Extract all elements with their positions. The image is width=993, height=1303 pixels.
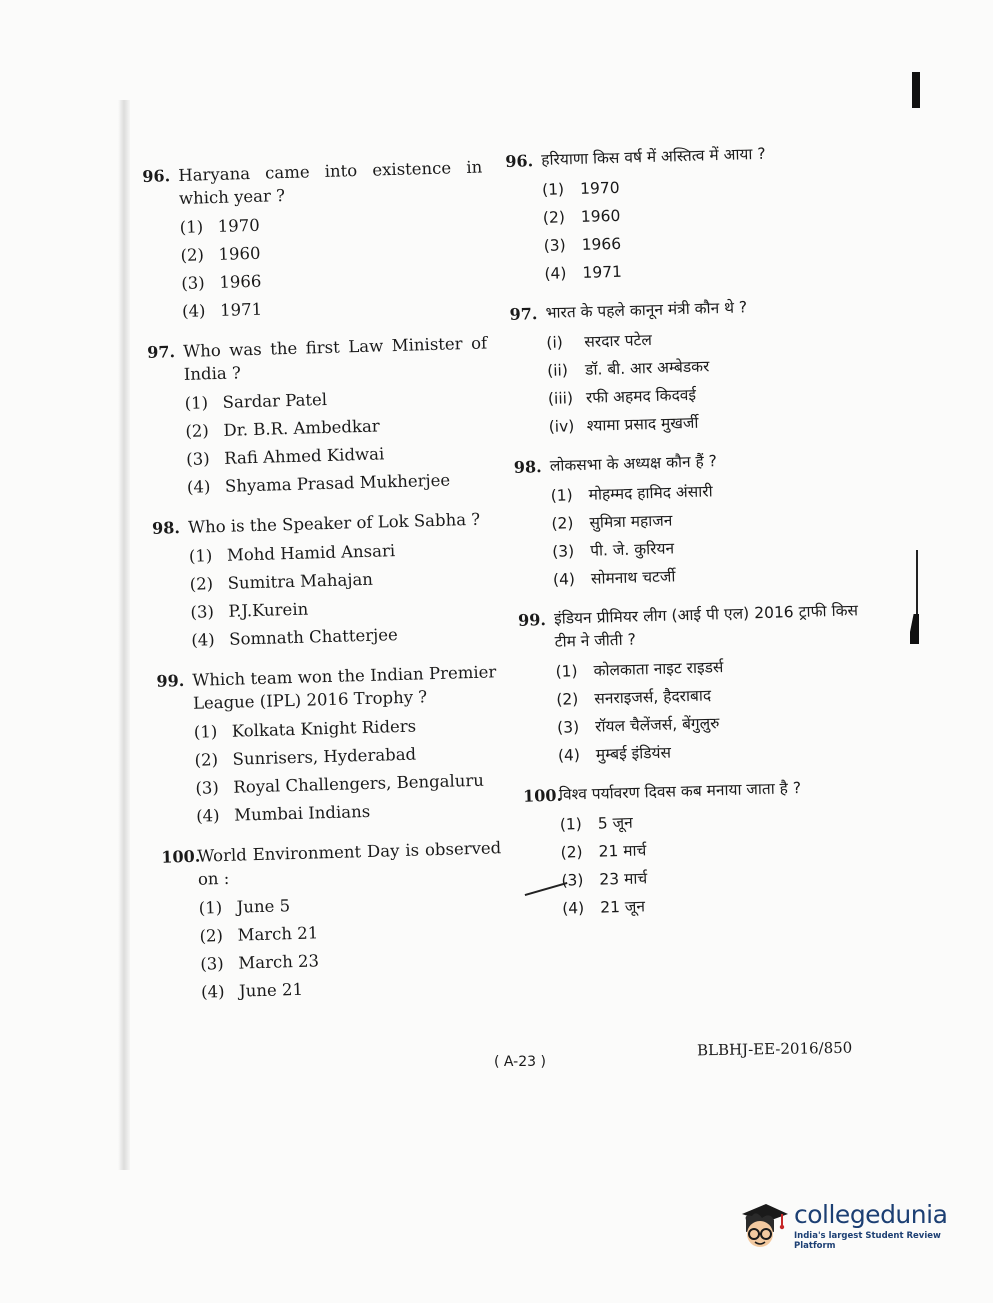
question-header xyxy=(523,775,864,807)
option-item xyxy=(194,740,499,772)
option-text: सोमनाथ चटर्जी xyxy=(590,567,676,588)
question-text: हरियाणा किस वर्ष में अस्तित्व में आया ? xyxy=(541,144,766,169)
paper-code: BLBHJ-EE-2016/850 xyxy=(696,1038,853,1060)
scan-shadow xyxy=(118,100,130,1170)
question-number: 99. xyxy=(156,671,185,691)
option-text: 21 मार्च xyxy=(598,841,647,861)
option-number: (4) xyxy=(552,570,576,589)
question-hindi xyxy=(505,141,849,287)
option-item xyxy=(201,972,506,1004)
option-number: (4) xyxy=(200,982,225,1002)
option-item xyxy=(553,559,858,591)
option-text: Sardar Patel xyxy=(222,389,328,412)
option-number: (1) xyxy=(198,898,223,918)
option-number: (3) xyxy=(561,871,584,890)
options-list xyxy=(555,651,862,767)
option-text: Shyama Prasad Mukherjee xyxy=(224,470,451,496)
option-number: (iii) xyxy=(547,389,574,408)
question-header xyxy=(161,836,502,891)
option-number: (1) xyxy=(184,393,209,413)
question-hindi xyxy=(509,293,853,439)
option-item xyxy=(195,768,500,800)
option-number: (2) xyxy=(185,421,210,441)
option-text: रॉयल चैलेंजर्स, बेंगुलुरु xyxy=(594,714,720,736)
option-text: 5 जून xyxy=(597,813,633,833)
option-text: Sunrisers, Hyderabad xyxy=(232,744,417,769)
option-item xyxy=(179,207,484,239)
option-item xyxy=(558,735,863,767)
option-item xyxy=(184,383,489,415)
question-number: 100. xyxy=(161,846,201,867)
option-item xyxy=(556,679,861,711)
option-item xyxy=(186,439,491,471)
option-item xyxy=(189,564,494,596)
option-number: (3) xyxy=(195,778,220,798)
option-text: Mumbai Indians xyxy=(233,801,371,825)
question-text: विश्व पर्यावरण दिवस कब मनाया जाता है ? xyxy=(558,778,802,804)
question-number: 96. xyxy=(505,151,534,171)
option-text: 1971 xyxy=(219,299,263,320)
option-number: (2) xyxy=(542,208,566,227)
option-text: P.J.Kurein xyxy=(228,599,309,621)
option-number: (3) xyxy=(556,718,580,737)
option-text: मोहम्मद हामिद अंसारी xyxy=(588,482,713,504)
option-number: (1) xyxy=(188,546,213,566)
option-item xyxy=(182,291,487,323)
question-english xyxy=(147,331,491,500)
question-header xyxy=(147,331,488,386)
option-item xyxy=(185,411,490,443)
option-text: June 21 xyxy=(238,979,304,1001)
option-item xyxy=(561,860,866,892)
option-number: (1) xyxy=(193,722,218,742)
option-item xyxy=(544,253,849,285)
logo-tagline: India's largest Student Review Platform xyxy=(794,1231,941,1251)
option-text: मुम्बई इंडियंस xyxy=(595,743,672,764)
option-text: 21 जून xyxy=(599,897,646,917)
option-number: (1) xyxy=(179,217,204,237)
hindi-column xyxy=(505,141,867,938)
option-number: (ii) xyxy=(546,361,569,380)
question-text: इंडियन प्रीमियर लीग (आई पी एल) 2016 ट्राफी किस टीम ने जीती ? xyxy=(553,601,859,651)
option-item xyxy=(557,707,862,739)
option-number: (2) xyxy=(194,750,219,770)
options-list xyxy=(550,475,857,591)
option-number: (4) xyxy=(181,301,206,321)
option-number: (3) xyxy=(200,954,224,974)
question-number: 98. xyxy=(513,457,542,477)
option-item xyxy=(562,888,867,920)
option-number: (2) xyxy=(556,690,579,709)
option-number: (3) xyxy=(181,273,205,293)
options-list xyxy=(560,804,867,920)
option-text: सनराइजर्स, हैदराबाद xyxy=(594,686,712,708)
option-text: श्यामा प्रसाद मुखर्जी xyxy=(586,413,699,435)
question-header xyxy=(152,507,493,539)
question-hindi xyxy=(518,599,862,768)
option-item xyxy=(548,406,853,438)
option-text: Mohd Hamid Ansari xyxy=(226,541,396,565)
options-list xyxy=(184,383,491,499)
option-number: (4) xyxy=(561,899,585,918)
option-number: (1) xyxy=(550,486,573,505)
question-number: 96. xyxy=(142,166,171,186)
option-number: (1) xyxy=(559,815,583,834)
option-text: रफी अहमद किदवई xyxy=(585,385,697,407)
option-number: (2) xyxy=(180,245,205,265)
question-header xyxy=(505,141,846,173)
option-text: पी. जे. कुरियन xyxy=(589,539,675,560)
option-number: (3) xyxy=(185,449,210,469)
option-text: सुमित्रा महाजन xyxy=(589,511,673,532)
option-item xyxy=(555,651,860,683)
option-number: (2) xyxy=(551,514,574,533)
option-number: (2) xyxy=(189,574,214,594)
question-text: लोकसभा के अध्यक्ष कौन हैं ? xyxy=(549,452,718,475)
options-list xyxy=(542,169,849,285)
question-number: 98. xyxy=(151,518,181,538)
option-text: March 21 xyxy=(237,923,319,945)
option-item xyxy=(547,350,852,382)
question-hindi xyxy=(514,446,858,592)
option-text: Rafi Ahmed Kidwai xyxy=(223,444,385,468)
question-number: 97. xyxy=(509,304,538,324)
option-text: 23 मार्च xyxy=(599,869,648,889)
margin-mark xyxy=(912,72,920,108)
option-text: Somnath Chatterjee xyxy=(229,625,398,649)
option-number: (4) xyxy=(195,806,220,826)
question-text: Haryana came into existence in which year ? xyxy=(178,157,483,208)
question-number: 100. xyxy=(522,785,563,806)
option-text: March 23 xyxy=(238,951,320,973)
option-item xyxy=(181,263,486,295)
option-item xyxy=(199,916,504,948)
question-text: World Environment Day is observed on : xyxy=(197,838,502,889)
question-number: 99. xyxy=(517,610,547,630)
options-list xyxy=(179,207,486,323)
question-text: Who was the first Law Minister of India ? xyxy=(182,333,488,384)
option-number: (iv) xyxy=(548,417,575,436)
option-item xyxy=(194,712,499,744)
options-list xyxy=(546,322,853,438)
logo-name: collegedunia xyxy=(794,1200,948,1229)
option-number: (3) xyxy=(543,236,566,255)
option-item xyxy=(187,467,492,499)
option-item xyxy=(550,475,855,507)
option-text: 1970 xyxy=(217,215,260,236)
option-text: Royal Challengers, Bengaluru xyxy=(233,770,485,797)
option-number: (3) xyxy=(551,542,575,561)
question-english xyxy=(156,660,500,829)
question-hindi xyxy=(523,775,867,921)
option-item xyxy=(191,620,496,652)
option-number: (3) xyxy=(190,602,215,622)
option-item xyxy=(200,944,505,976)
option-item xyxy=(543,197,848,229)
option-text: 1970 xyxy=(579,178,620,198)
question-header xyxy=(518,599,859,654)
question-text: Who is the Speaker of Lok Sabha ? xyxy=(187,509,481,537)
option-text: सरदार पटेल xyxy=(584,330,653,351)
page-number: ( A-23 ) xyxy=(494,1054,546,1070)
collegedunia-logo xyxy=(734,1196,964,1256)
option-item xyxy=(180,235,485,267)
options-list xyxy=(198,888,505,1004)
options-list xyxy=(189,536,496,652)
option-number: (4) xyxy=(186,477,211,497)
option-number: (4) xyxy=(557,746,581,765)
option-item xyxy=(546,322,851,354)
question-header xyxy=(514,446,855,478)
option-text: 1966 xyxy=(581,234,622,254)
option-text: June 5 xyxy=(236,896,291,917)
option-text: Dr. B.R. Ambedkar xyxy=(223,416,380,440)
option-item xyxy=(551,503,856,535)
option-number: (i) xyxy=(546,333,564,352)
option-number: (1) xyxy=(555,662,578,681)
option-item xyxy=(196,796,501,828)
option-number: (2) xyxy=(560,843,583,862)
graduate-mascot-icon xyxy=(734,1198,790,1254)
option-item xyxy=(190,592,495,624)
question-text: भारत के पहले कानून मंत्री कौन थे ? xyxy=(545,298,748,322)
option-number: (4) xyxy=(544,264,567,283)
option-text: कोलकाता नाइट राइडर्स xyxy=(593,658,724,680)
option-text: 1971 xyxy=(582,262,623,282)
option-text: 1966 xyxy=(219,271,262,292)
option-item xyxy=(560,804,865,836)
option-item xyxy=(548,378,853,410)
option-item xyxy=(560,832,865,864)
question-header xyxy=(142,156,483,211)
option-item xyxy=(542,169,847,201)
question-header xyxy=(509,293,850,325)
english-column xyxy=(142,156,506,1022)
option-number: (2) xyxy=(199,926,224,946)
option-item xyxy=(198,888,503,920)
options-list xyxy=(194,712,501,828)
question-english xyxy=(152,507,496,653)
question-english xyxy=(142,156,486,325)
option-item xyxy=(552,531,857,563)
question-english xyxy=(161,836,505,1005)
option-number: (1) xyxy=(541,180,565,199)
option-text: डॉ. बी. आर अम्बेडकर xyxy=(584,357,710,379)
option-item xyxy=(543,225,848,257)
option-text: Kolkata Knight Riders xyxy=(231,716,417,741)
question-header xyxy=(156,660,497,715)
question-text: Which team won the Indian Premier League (IPL) 2016 Trophy ? xyxy=(192,662,497,713)
question-number: 97. xyxy=(146,342,176,362)
option-text: 1960 xyxy=(580,206,621,226)
margin-mark xyxy=(910,614,919,644)
option-text: Sumitra Mahajan xyxy=(227,569,374,593)
option-item xyxy=(189,536,494,568)
option-text: 1960 xyxy=(218,243,261,264)
option-number: (4) xyxy=(191,630,215,650)
